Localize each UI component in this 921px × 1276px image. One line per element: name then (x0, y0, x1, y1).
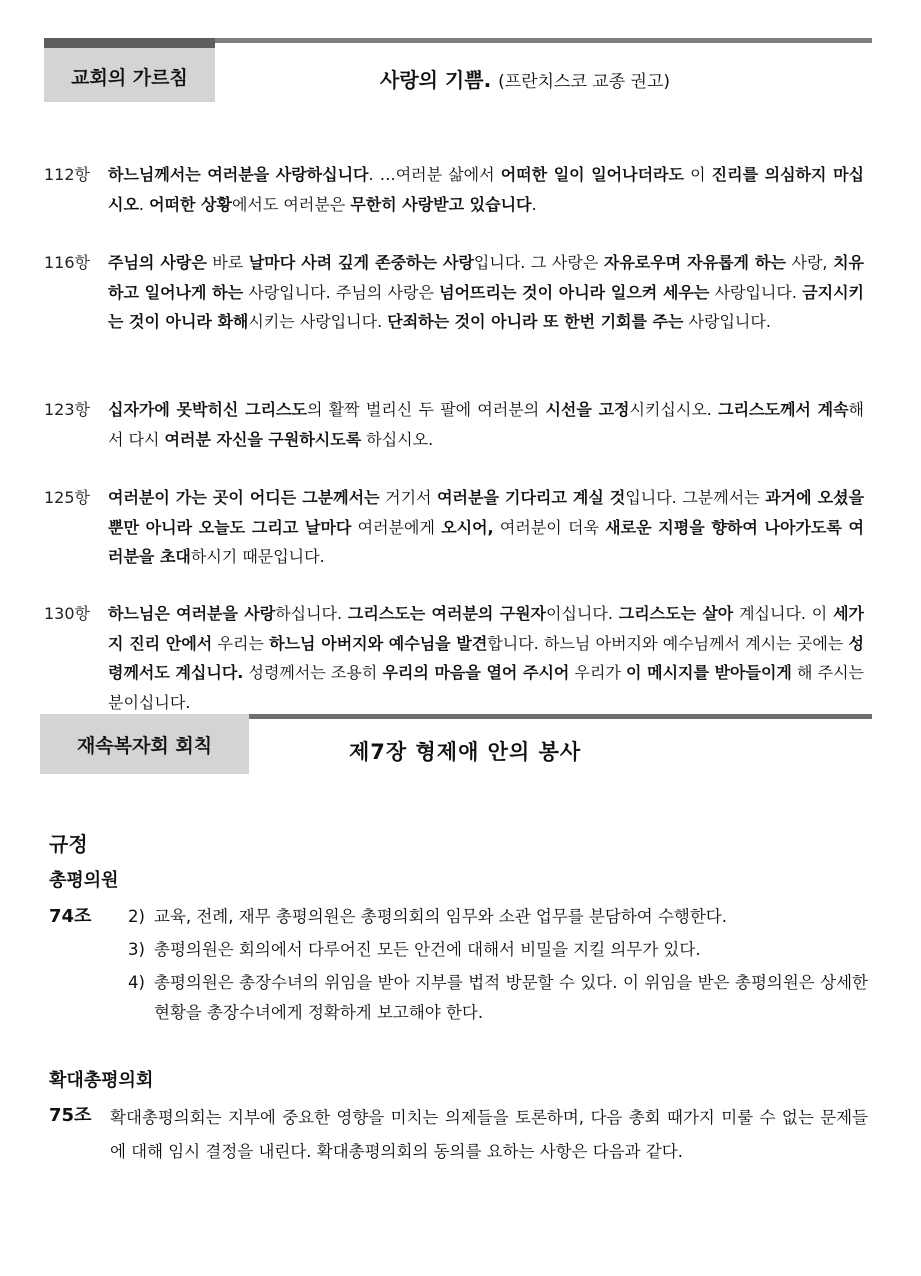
chapter-title: 제7장 형제애 안의 봉사 (349, 740, 582, 764)
emphasis-text: 하느님은 여러분을 사랑 (108, 604, 276, 623)
body-text: 여러분에게 (351, 517, 442, 537)
body-text: 계십니다. 이 (733, 604, 834, 623)
section-label: 재속복자회 회칙 (76, 734, 213, 757)
body-text: 해서 다시 (108, 400, 865, 449)
article-number: 112항 (44, 165, 90, 184)
article-number: 125항 (44, 488, 90, 507)
body-text: 합니다. 하느님 아버지와 예수님께서 계시는 곳에는 (487, 633, 849, 653)
clause-number-74: 74조 (49, 906, 92, 927)
emphasis-text: 성령께서도 계십니다. (108, 633, 864, 682)
body-text: 사랑입니다. (709, 282, 803, 302)
body-text: 바로 (206, 253, 249, 272)
emphasis-text: 그리스도는 살아 (618, 604, 734, 623)
clause-75-text: 확대총평의회는 지부에 중요한 영향을 미치는 의제들을 토론하며, 다음 총회 때가지 미룰 수 없는 문제들에 대해 임시 결정을 내린다. 확대총평의회의 동의를 요하는 사항은 다음과 같다. (110, 1108, 868, 1161)
article-116 (44, 248, 864, 337)
article-112 (44, 160, 864, 219)
body-text: 우리가 (569, 663, 627, 682)
emphasis-text: 우리의 마음을 열어 주시어 (382, 663, 570, 682)
article-130 (44, 599, 864, 717)
regulation-heading: 규정 (49, 832, 88, 856)
article-body (108, 248, 864, 337)
emphasis-text: 여러분 자신을 구원하시도록 (164, 429, 362, 449)
section-header-rule-book (44, 714, 872, 776)
emphasis-text: 그리스도께서 계속 (718, 400, 849, 419)
emphasis-text: 진리를 의심하지 마십시오 (108, 165, 864, 214)
section-header-teaching (44, 38, 872, 104)
emphasis-text: 넘어뜨리는 것이 아니라 일으켜 세우는 (439, 282, 710, 302)
emphasis-text: 하느님 아버지와 예수님을 발견 (269, 633, 488, 653)
item-text: 총평의원은 총장수녀의 위임을 받아 지부를 법적 방문할 수 있다. 이 위임을 받은 총평의원은 상세한 현황을 총장수녀에게 정확하게 보고해야 한다. (154, 973, 868, 1022)
emphasis-text: 어떠한 상황 (149, 194, 232, 214)
body-text: 사랑, (785, 253, 834, 272)
item-index: 4) (128, 973, 145, 992)
body-text: 성령께서는 조용히 (243, 663, 383, 682)
emphasis-text: 무한히 사랑받고 있습니다 (350, 194, 532, 214)
clause-74-item-4 (128, 968, 868, 1028)
body-text: 해 주시는 분이십니다. (108, 663, 864, 712)
emphasis-text: 하느님께서는 여러분을 사랑하십니다 (108, 165, 369, 184)
emphasis-text: 단죄하는 것이 아니라 또 한번 기회를 주는 (387, 312, 684, 331)
emphasis-text: 여러분을 기다리고 계실 것 (437, 488, 626, 507)
emphasis-text: 오시어, (441, 517, 494, 537)
section-title (380, 64, 670, 93)
body-text: . …여러분 삶에서 (368, 165, 501, 184)
body-text: 사랑입니다. (683, 312, 771, 331)
body-text: . (531, 194, 537, 214)
subheading-general-councilor: 총평의원 (49, 870, 119, 891)
emphasis-text: 십자가에 못박히신 그리스도 (108, 400, 307, 419)
clause-number-75: 75조 (49, 1105, 92, 1126)
emphasis-text: 이 메시지를 받아들이게 (626, 663, 792, 682)
article-number: 123항 (44, 400, 90, 419)
body-text: 입니다. 그분께서는 (625, 488, 766, 507)
clause-74-item-3 (128, 935, 868, 965)
clause-74-item-2 (128, 902, 868, 932)
article-123 (44, 395, 864, 454)
section-label-box (44, 38, 215, 102)
label-top-band (44, 38, 215, 48)
body-text: . (138, 194, 150, 214)
body-text: 의 활짝 벌리신 두 팔에 여러분의 (306, 400, 546, 419)
item-index: 2) (128, 907, 145, 926)
emphasis-text: 날마다 사려 깊게 존중하는 사랑 (248, 253, 474, 272)
body-text: 이 (683, 165, 712, 184)
body-text: 시키는 사랑입니다. (248, 312, 388, 331)
article-125 (44, 483, 864, 572)
body-text: 이십니다. (546, 604, 619, 623)
article-body (108, 395, 864, 454)
subheading-extended-council: 확대총평의회 (49, 1070, 154, 1091)
emphasis-text: 여러분이 가는 곳이 어디든 그분께서는 (108, 488, 380, 507)
article-number: 130항 (44, 604, 90, 623)
body-text: 입니다. 그 사랑은 (473, 253, 604, 272)
document-title: 사랑의 기쁨. (380, 68, 492, 92)
emphasis-text: 과거에 오셨을 뿐만 아니라 오늘도 그리고 날마다 (108, 488, 865, 537)
emphasis-text: 치유하고 일어나게 하는 (108, 253, 864, 302)
body-text: 에서도 여러분은 (231, 194, 351, 214)
item-text: 교육, 전례, 재무 총평의원은 총평의회의 임무와 소관 업무를 분담하여 수행한다. (154, 907, 727, 926)
body-text: 거기서 (379, 488, 438, 507)
section-label-box (40, 714, 249, 774)
article-body (108, 483, 864, 572)
emphasis-text: 주님의 사랑은 (108, 253, 207, 272)
item-text: 총평의원은 회의에서 다루어진 모든 안건에 대해서 비밀을 지킬 의무가 있다. (154, 940, 701, 959)
emphasis-text: 시선을 고정 (545, 400, 630, 419)
emphasis-text: 그리스도는 여러분의 구원자 (347, 604, 547, 623)
body-text: 하십시오. (361, 429, 434, 449)
article-number: 116항 (44, 253, 90, 272)
body-text: 사랑입니다. 주님의 사랑은 (243, 282, 440, 302)
section-label: 교회의 가르침 (71, 66, 188, 89)
body-text: 우리는 (212, 633, 270, 653)
emphasis-text: 세가지 진리 안에서 (108, 604, 865, 653)
body-text: 시키십시오. (629, 400, 719, 419)
emphasis-text: 새로운 지평을 향하여 나아가도록 여러분을 초대 (108, 517, 865, 566)
emphasis-text: 어떠한 일이 일어나더라도 (500, 165, 684, 184)
item-index: 3) (128, 940, 145, 959)
article-body (108, 160, 864, 219)
article-body (108, 599, 864, 717)
emphasis-text: 자유로우며 자유롭게 하는 (603, 253, 786, 272)
emphasis-text: 금지시키는 것이 아니라 화해 (108, 282, 864, 331)
document-subtitle: (프란치스코 교종 권고) (498, 72, 671, 92)
body-text: 여러분이 더욱 (493, 517, 606, 537)
body-text: 하시기 때문입니다. (190, 547, 325, 566)
body-text: 하십니다. (275, 604, 348, 623)
